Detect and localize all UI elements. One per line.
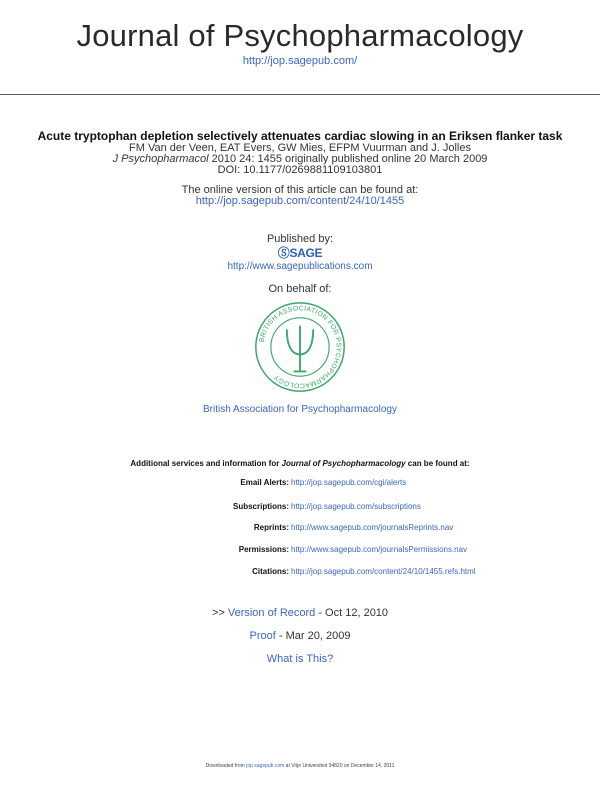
article-title: Acute tryptophan depletion selectively attenuates cardiac slowing in an Eriksen flanker task bbox=[37, 129, 563, 143]
society-link[interactable]: British Association for Psychopharmacology bbox=[203, 404, 397, 415]
service-row-citations bbox=[0, 567, 600, 579]
footer-suffix: at Vrije Universiteit 34820 on December 14, 2011 bbox=[284, 763, 395, 769]
record-prefix: >> bbox=[211, 607, 228, 619]
service-row-reprints bbox=[0, 523, 600, 535]
service-link[interactable]: http://www.sagepub.com/journalsReprints.nav bbox=[291, 523, 454, 532]
footer-prefix: Downloaded from bbox=[205, 763, 247, 769]
sage-logo-text: SAGE bbox=[289, 246, 323, 260]
doi: DOI: 10.1177/0269881109103801 bbox=[217, 164, 383, 176]
seal-text: BRITISH ASSOCIATION FOR PSYCHOPHARMACOLOGY bbox=[258, 305, 342, 389]
citation-journal: J Psychopharmacol bbox=[112, 153, 209, 165]
online-version-link[interactable]: http://jop.sagepub.com/content/24/10/1455 bbox=[195, 195, 405, 207]
what-is-this-link[interactable]: What is This? bbox=[266, 653, 334, 665]
version-of-record-link[interactable]: Version of Record bbox=[227, 607, 316, 619]
service-row-permissions bbox=[0, 545, 600, 557]
published-by-text: Published by: bbox=[266, 233, 334, 245]
version-of-record bbox=[0, 607, 600, 619]
service-link[interactable]: http://jop.sagepub.com/cgi/alerts bbox=[291, 478, 407, 487]
service-row-email-alerts bbox=[0, 478, 600, 490]
additional-prefix: Additional services and information for bbox=[130, 459, 282, 468]
service-link[interactable]: http://jop.sagepub.com/content/24/10/1455.refs.html bbox=[291, 567, 476, 576]
service-label: Reprints: bbox=[253, 523, 289, 532]
service-label: Subscriptions: bbox=[232, 502, 289, 511]
service-link[interactable]: http://jop.sagepub.com/subscriptions bbox=[291, 502, 421, 511]
additional-suffix: can be found at: bbox=[405, 459, 470, 468]
header-divider bbox=[0, 94, 600, 95]
citation-details: 2010 24: 1455 originally published online 20 March 2009 bbox=[208, 153, 488, 165]
additional-services-heading bbox=[0, 459, 600, 468]
service-row-subscriptions bbox=[0, 502, 600, 514]
service-link[interactable]: http://www.sagepub.com/journalsPermissions.nav bbox=[291, 545, 468, 554]
proof-link[interactable]: Proof bbox=[249, 630, 276, 642]
authors: FM Van der Veen, EAT Evers, GW Mies, EFPM Vuurman and J. Jolles bbox=[129, 142, 471, 154]
journal-title: Journal of Psychopharmacology bbox=[76, 18, 524, 53]
download-footer bbox=[0, 763, 600, 769]
online-version-text: The online version of this article can be found at: bbox=[181, 184, 419, 196]
proof-date: - Mar 20, 2009 bbox=[275, 630, 351, 642]
proof-version bbox=[0, 630, 600, 642]
sage-logo-icon: Ⓢ bbox=[277, 246, 290, 260]
record-date: - Oct 12, 2010 bbox=[315, 607, 389, 619]
footer-site-link[interactable]: jop.sagepub.com bbox=[246, 763, 285, 769]
bap-seal-logo bbox=[253, 300, 347, 394]
additional-journal: Journal of Psychopharmacology bbox=[281, 459, 406, 468]
sage-url-link[interactable]: http://www.sagepublications.com bbox=[227, 261, 373, 272]
on-behalf-text: On behalf of: bbox=[268, 283, 332, 295]
sage-logo[interactable] bbox=[0, 244, 600, 261]
service-label: Citations: bbox=[252, 567, 289, 576]
service-label: Email Alerts: bbox=[240, 478, 289, 487]
journal-url-link[interactable]: http://jop.sagepub.com/ bbox=[242, 55, 358, 67]
service-label: Permissions: bbox=[238, 545, 289, 554]
